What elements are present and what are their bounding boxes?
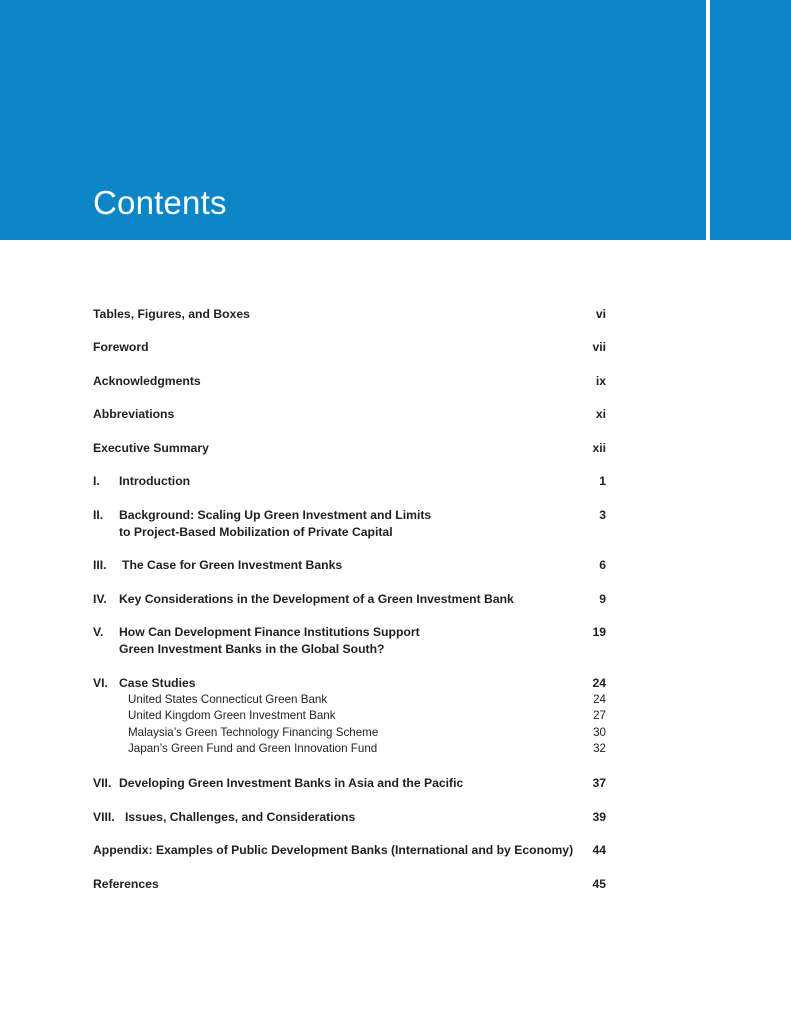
toc-entry-page: 3 (599, 508, 606, 522)
toc-entry-label: The Case for Green Investment Banks (122, 558, 343, 572)
toc-entry-page: 6 (599, 558, 606, 572)
toc-subentry-label: Japan’s Green Fund and Green Innovation Fund (128, 742, 378, 756)
toc-entry-page: 1 (599, 474, 606, 488)
toc-entry-label: Acknowledgments (93, 374, 201, 388)
toc-entry-label: References (93, 877, 159, 891)
toc-entry-page: ix (595, 374, 606, 388)
toc-entry-label: Issues, Challenges, and Considerations (125, 810, 356, 824)
toc-subentry-label: United States Connecticut Green Bank (128, 693, 328, 706)
toc-entry-number: III. (93, 558, 107, 572)
toc-entry-page: 39 (592, 810, 606, 824)
toc-entry-number: II. (93, 508, 104, 522)
toc-entry[interactable] (93, 591, 606, 608)
toc-entry[interactable] (93, 675, 606, 692)
toc-entry-page: 37 (592, 776, 606, 790)
toc-entry-number: V. (93, 625, 104, 639)
toc-subentry[interactable] (93, 725, 606, 741)
toc-entry-number: VI. (93, 676, 108, 690)
toc-entry-page: 19 (592, 625, 606, 639)
toc-subentry[interactable] (93, 692, 606, 708)
toc-entry-number: IV. (93, 592, 107, 606)
toc-subentry-page: 32 (593, 742, 606, 756)
toc-entry[interactable] (93, 406, 606, 423)
toc-entry[interactable] (93, 624, 606, 658)
toc-entry[interactable] (93, 306, 606, 323)
header-side-strip (710, 0, 791, 240)
toc-entry[interactable] (93, 809, 606, 826)
toc-entry-label-continued: to Project-Based Mobilization of Private Capital (119, 525, 393, 539)
toc-entry-label: Foreword (93, 340, 149, 354)
toc-subentry[interactable] (93, 741, 606, 757)
toc-section-case-studies (93, 675, 606, 758)
toc-entry-page: 45 (592, 877, 606, 891)
toc-entry-number: I. (93, 474, 100, 488)
toc-entry-label: Case Studies (119, 676, 196, 690)
header-banner (0, 0, 706, 240)
toc-entry-label: Tables, Figures, and Boxes (93, 307, 250, 321)
toc-entry-page: vii (592, 340, 606, 354)
toc-entry-label: Abbreviations (93, 407, 175, 421)
toc-subentry-label: United Kingdom Green Investment Bank (128, 709, 336, 723)
toc-entry-label: Key Considerations in the Development of a Green Investment Bank (119, 592, 514, 606)
toc-entry-label: Developing Green Investment Banks in Asia and the Pacific (119, 776, 464, 790)
toc-entry-number: VIII. (93, 810, 115, 824)
toc-entry[interactable] (93, 373, 606, 390)
toc-subentry-page: 30 (593, 725, 606, 739)
toc-entry-page: 24 (592, 676, 606, 690)
page-title: Contents (93, 184, 227, 221)
toc-entry-label: Background: Scaling Up Green Investment and Limits (119, 508, 432, 522)
toc-entry[interactable] (93, 775, 606, 792)
toc-entry[interactable] (93, 339, 606, 356)
toc-subentry-label: Malaysia’s Green Technology Financing Scheme (128, 725, 379, 739)
toc-entry-label: Introduction (119, 474, 191, 488)
toc-subentry-page: 27 (593, 709, 606, 723)
toc-entry[interactable] (93, 842, 606, 859)
toc-subentry[interactable] (93, 708, 606, 724)
toc-entry[interactable] (93, 507, 606, 541)
toc-entry[interactable] (93, 876, 606, 893)
toc-entry-page: vi (595, 307, 606, 321)
toc-entry-page: 44 (592, 843, 606, 857)
toc-subentry-page: 24 (593, 693, 606, 706)
toc-entry-label-continued: Green Investment Banks in the Global South? (119, 642, 385, 656)
toc-entry-label: Appendix: Examples of Public Development Banks (International and by Economy) (93, 843, 574, 857)
toc-entry[interactable] (93, 440, 606, 457)
toc-entry[interactable] (93, 557, 606, 574)
toc-entry-label: How Can Development Finance Institutions Support (119, 625, 420, 639)
toc-entry[interactable] (93, 473, 606, 490)
toc-entry-page: xi (595, 407, 606, 421)
toc-entry-page: 9 (599, 592, 606, 606)
toc-entry-page: xii (592, 441, 606, 455)
toc-entry-label: Executive Summary (93, 441, 209, 455)
toc-entry-number: VII. (93, 776, 112, 790)
